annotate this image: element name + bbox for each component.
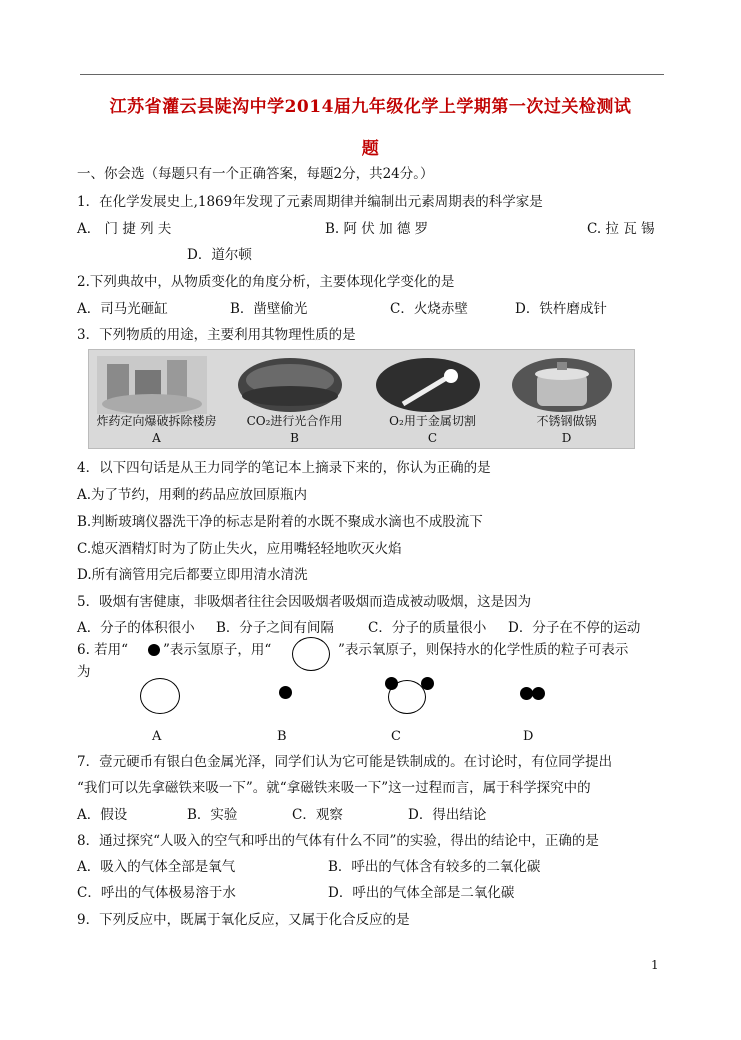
plant-illustration bbox=[235, 356, 345, 414]
q8-option-d: D．呼出的气体全部是二氧化碳 bbox=[328, 885, 515, 901]
q4-option-d: D.所有滴管用完后都要立即用清水清洗 bbox=[77, 567, 308, 583]
q6-stem-part4: 为 bbox=[77, 664, 91, 680]
q2-stem: 2.下列典故中，从物质变化的角度分析，主要体现化学变化的是 bbox=[77, 274, 455, 290]
q1-option-b: B. 阿 伏 加 德 罗 bbox=[325, 221, 429, 237]
q4-option-a: A.为了节约，用剩的药品应放回原瓶内 bbox=[77, 487, 308, 503]
oxygen-atom-icon bbox=[292, 637, 330, 671]
q3-letter-b: B bbox=[290, 431, 299, 445]
section-heading: 一、你会选（每题只有一个正确答案，每题2分，共24分。） bbox=[77, 166, 434, 182]
q8-option-a: A．吸入的气体全部是氧气 bbox=[77, 859, 236, 875]
page-number: 1 bbox=[651, 958, 659, 972]
demolition-illustration bbox=[97, 356, 207, 414]
q3-image-c bbox=[365, 350, 500, 448]
q3-image-a bbox=[89, 350, 224, 448]
q6-label-a: A bbox=[152, 729, 162, 744]
q6-label-b: B bbox=[277, 729, 287, 744]
q6-option-c-hydrogen-right-icon bbox=[421, 677, 434, 690]
q6-label-d: D bbox=[523, 729, 534, 744]
q7-option-d: D．得出结论 bbox=[408, 807, 487, 823]
q5-option-d: D．分子在不停的运动 bbox=[508, 620, 641, 636]
q7-option-b: B．实验 bbox=[187, 807, 238, 823]
q3-stem: 3．下列物质的用途，主要利用其物理性质的是 bbox=[77, 327, 356, 343]
q1-option-d: D．道尔顿 bbox=[187, 247, 252, 263]
q3-image-b bbox=[227, 350, 362, 448]
q3-image-d bbox=[499, 350, 634, 448]
q7-stem-line2: “我们可以先拿磁铁来吸一下”。就“拿磁铁来吸一下”这一过程而言，属于科学探究中的 bbox=[77, 780, 591, 796]
q4-stem: 4．以下四句话是从王力同学的笔记本上摘录下来的，你认为正确的是 bbox=[77, 460, 491, 476]
q3-caption-d: 不锈钢做锅 bbox=[536, 414, 597, 428]
q6-stem-part2: ”表示氢原子，用“ bbox=[163, 642, 272, 658]
q7-stem-line1: 7．壹元硬币有银白色金属光泽，同学们认为它可能是铁制成的。在讨论时，有位同学提出 bbox=[77, 754, 613, 770]
q2-option-b: B．凿壁偷光 bbox=[230, 301, 308, 317]
q3-caption-c: O₂用于金属切割 bbox=[389, 414, 476, 428]
q3-letter-c: C bbox=[427, 431, 438, 445]
q2-option-a: A．司马光砸缸 bbox=[77, 301, 168, 317]
q6-option-d-hydrogen-right-icon bbox=[532, 687, 545, 700]
q2-option-d: D．铁杵磨成针 bbox=[515, 301, 607, 317]
q8-option-c: C．呼出的气体极易溶于水 bbox=[77, 885, 236, 901]
header-rule bbox=[80, 74, 664, 75]
q6-option-a-oxygen-icon bbox=[140, 678, 180, 714]
q2-option-c: C．火烧赤壁 bbox=[390, 301, 468, 317]
q3-image-strip bbox=[88, 349, 635, 449]
q6-option-c-hydrogen-left-icon bbox=[385, 677, 398, 690]
q9-stem: 9．下列反应中，既属于氧化反应，又属于化合反应的是 bbox=[77, 912, 410, 928]
metal-cutting-illustration bbox=[373, 356, 483, 414]
doc-title-line1: 江苏省灌云县陡沟中学2014届九年级化学上学期第一次过关检测试 bbox=[109, 97, 632, 117]
q1-stem: 1．在化学发展史上,1869年发现了元素周期律并编制出元素周期表的科学家是 bbox=[77, 194, 543, 210]
q5-stem: 5．吸烟有害健康，非吸烟者往往会因吸烟者吸烟而造成被动吸烟，这是因为 bbox=[77, 594, 532, 610]
q3-letter-d: D bbox=[561, 431, 572, 445]
q7-option-c: C．观察 bbox=[292, 807, 343, 823]
q6-stem-part3: ”表示氧原子，则保持水的化学性质的粒子可表示 bbox=[338, 642, 629, 658]
q3-letter-a: A bbox=[152, 431, 161, 445]
q5-option-b: B．分子之间有间隔 bbox=[216, 620, 334, 636]
q1-option-c: C. 拉 瓦 锡 bbox=[587, 221, 655, 237]
q3-caption-a: 炸药定向爆破拆除楼房 bbox=[96, 414, 217, 428]
q6-stem-part1: 6. 若用“ bbox=[77, 642, 129, 658]
steel-pot-illustration bbox=[507, 356, 617, 414]
q3-caption-b: CO₂进行光合作用 bbox=[246, 414, 343, 428]
q1-option-a: A． 门 捷 列 夫 bbox=[77, 221, 172, 237]
q8-stem: 8．通过探究“人吸入的空气和呼出的气体有什么不同”的实验，得出的结论中，正确的是 bbox=[77, 833, 599, 849]
doc-title-line2: 题 bbox=[361, 139, 380, 159]
q5-option-a: A．分子的体积很小 bbox=[77, 620, 195, 636]
hydrogen-atom-icon bbox=[148, 644, 160, 656]
q6-option-b-hydrogen-icon bbox=[279, 686, 292, 699]
q6-label-c: C bbox=[391, 729, 401, 744]
q7-option-a: A．假设 bbox=[77, 807, 128, 823]
q4-option-b: B.判断玻璃仪器洗干净的标志是附着的水既不聚成水滴也不成股流下 bbox=[77, 514, 483, 530]
q8-option-b: B．呼出的气体含有较多的二氧化碳 bbox=[328, 859, 541, 875]
q4-option-c: C.熄灭酒精灯时为了防止失火，应用嘴轻轻地吹灭火焰 bbox=[77, 541, 402, 557]
q5-option-c: C．分子的质量很小 bbox=[368, 620, 487, 636]
